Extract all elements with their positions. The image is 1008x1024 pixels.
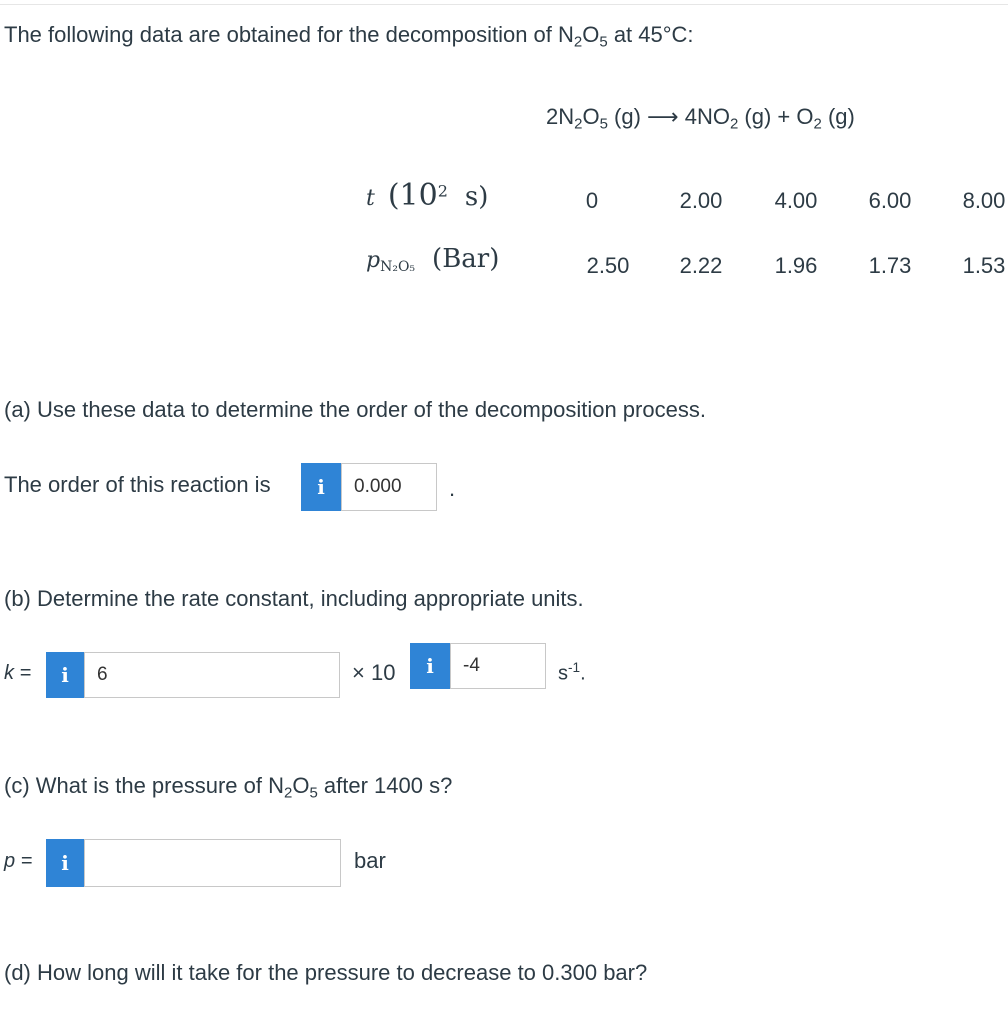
- pressure-value: 2.50: [586, 253, 630, 278]
- pressure-input[interactable]: [84, 839, 341, 887]
- pressure-value: 1.53: [962, 253, 1006, 278]
- info-icon[interactable]: i: [410, 643, 450, 689]
- times-ten-label: × 10: [352, 660, 396, 685]
- time-value: 4.00: [774, 188, 818, 213]
- part-a-question: (a) Use these data to determine the order of the decomposition process.: [4, 397, 706, 422]
- info-icon[interactable]: i: [301, 463, 341, 511]
- bar-unit: bar: [354, 848, 386, 873]
- time-value: 8.00: [962, 188, 1006, 213]
- reaction-equation: $2N_2O_5$ (g) ⟶ $4NO_2$ $(g) + O_2$ (g): [546, 104, 855, 133]
- k-coefficient-input[interactable]: 6: [84, 652, 340, 698]
- order-input[interactable]: 0.000: [341, 463, 437, 511]
- order-period: .: [449, 476, 456, 501]
- pressure-value: 2.22: [679, 253, 723, 278]
- time-value: 2.00: [679, 188, 723, 213]
- order-prompt: The order of this reaction is: [4, 472, 271, 497]
- time-value: 0: [585, 188, 599, 213]
- top-divider: [0, 4, 1008, 5]
- pressure-value: 1.73: [868, 253, 912, 278]
- time-row-label: t ($10^2$ s): [366, 178, 489, 213]
- pressure-value: 1.96: [774, 253, 818, 278]
- info-icon[interactable]: i: [46, 839, 84, 887]
- k-unit: $s^{-1}$.: [558, 660, 586, 685]
- k-label: k =: [4, 662, 32, 684]
- part-b-question: (b) Determine the rate constant, including appropriate units.: [4, 586, 584, 611]
- k-exponent-input[interactable]: -4: [450, 643, 546, 689]
- pressure-row-label: $p_{N_2O_5}$ (Bar): [366, 244, 500, 276]
- info-icon[interactable]: i: [46, 652, 84, 698]
- part-c-question: (c) What is the pressure of $N_2O_5$ after 1400 s?: [4, 773, 453, 802]
- part-d-question: (d) How long will it take for the pressure to decrease to 0.300 bar?: [4, 960, 648, 985]
- intro-text: The following data are obtained for the decomposition of $N_2O_5$ at 45°C:: [4, 22, 694, 51]
- p-label: p =: [4, 850, 33, 872]
- time-value: 6.00: [868, 188, 912, 213]
